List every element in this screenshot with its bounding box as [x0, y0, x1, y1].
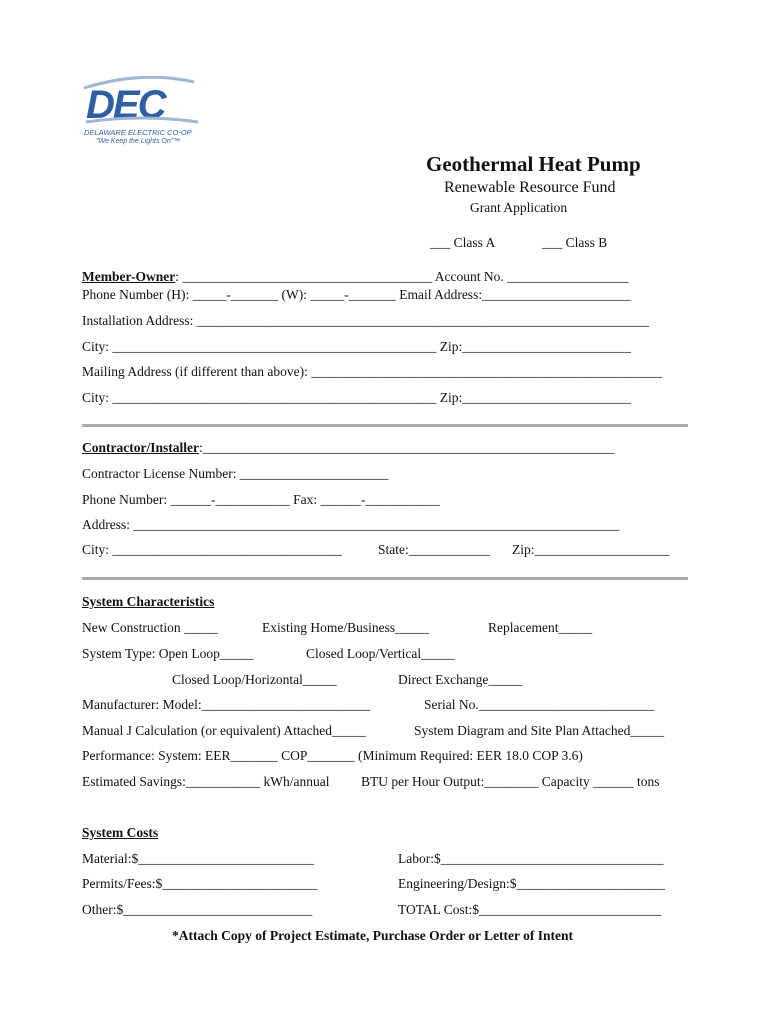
class-b-option[interactable]: ___ Class B	[542, 235, 608, 250]
system-type-open-loop[interactable]: System Type: Open Loop_____	[82, 646, 254, 661]
engineering-design-field[interactable]: Engineering/Design:$______________________	[398, 876, 665, 891]
logo-letters: DEC	[86, 83, 165, 127]
total-cost-field[interactable]: TOTAL Cost:$___________________________	[398, 902, 662, 917]
mailing-address-row[interactable]: Mailing Address (if different than above): ____________________________________________________	[82, 364, 663, 379]
contractor-city-field[interactable]: City: __________________________________	[82, 542, 342, 557]
system-characteristics-heading: System Characteristics	[82, 594, 215, 609]
member-owner-row	[82, 269, 629, 285]
contractor-phone-fax-row[interactable]: Phone Number: ______-___________ Fax: ______-___________	[82, 492, 440, 507]
manual-j-attached-field[interactable]: Manual J Calculation (or equivalent) Attached_____	[82, 723, 366, 738]
replacement-option[interactable]: Replacement_____	[488, 620, 593, 635]
permits-fees-field[interactable]: Permits/Fees:$_______________________	[82, 876, 318, 891]
contractor-address-row[interactable]: Address: ________________________________________________________________________	[82, 517, 620, 532]
contractor-state-field[interactable]: State:____________	[378, 542, 490, 557]
serial-number-field[interactable]: Serial No.__________________________	[424, 697, 655, 712]
contractor-row	[82, 440, 615, 456]
manufacturer-model-field[interactable]: Manufacturer: Model:_________________________	[82, 697, 371, 712]
performance-row[interactable]: Performance: System: EER_______ COP_______ (Minimum Required: EER 18.0 COP 3.6)	[82, 748, 583, 763]
form-title: Geothermal Heat Pump	[426, 152, 641, 176]
closed-loop-horizontal-option[interactable]: Closed Loop/Horizontal_____	[172, 672, 337, 687]
estimated-savings-field[interactable]: Estimated Savings:___________ kWh/annual	[82, 774, 330, 789]
closed-loop-vertical-option[interactable]: Closed Loop/Vertical_____	[306, 646, 455, 661]
member-phone-row[interactable]: Phone Number (H): _____-_______ (W): _____-_______ Email Address:______________________	[82, 287, 631, 302]
system-costs-heading: System Costs	[82, 825, 159, 840]
contractor-zip-field[interactable]: Zip:____________________	[512, 542, 670, 557]
contractor-license-row[interactable]: Contractor License Number: ______________________	[82, 466, 389, 481]
section-divider-1	[82, 424, 688, 427]
class-a-option[interactable]: ___ Class A	[430, 235, 496, 250]
mailing-city-zip-row[interactable]: City: ________________________________________________ Zip:_________________________	[82, 390, 632, 405]
member-city-zip-row[interactable]: City: ________________________________________________ Zip:_________________________	[82, 339, 632, 354]
installation-address-row[interactable]: Installation Address: ___________________________________________________________________	[82, 313, 649, 328]
direct-exchange-option[interactable]: Direct Exchange_____	[398, 672, 523, 687]
material-cost-field[interactable]: Material:$__________________________	[82, 851, 314, 866]
logo-org-name: DELAWARE ELECTRIC CO-OP	[84, 128, 192, 137]
member-owner-label: Member-Owner	[82, 269, 176, 284]
form-subtitle-2: Grant Application	[470, 200, 568, 215]
labor-cost-field[interactable]: Labor:$_________________________________	[398, 851, 664, 866]
form-subtitle: Renewable Resource Fund	[444, 179, 616, 196]
member-owner-field[interactable]: : _____________________________________ Account No. __________________	[175, 269, 629, 284]
system-diagram-attached-field[interactable]: System Diagram and Site Plan Attached_____	[414, 723, 665, 738]
logo-tagline: "We Keep the Lights On"™	[96, 138, 181, 145]
section-divider-2	[82, 577, 688, 580]
new-construction-option[interactable]: New Construction _____	[82, 620, 218, 635]
contractor-label: Contractor/Installer	[82, 440, 199, 455]
btu-capacity-field[interactable]: BTU per Hour Output:________ Capacity ______ tons	[361, 774, 660, 789]
existing-home-option[interactable]: Existing Home/Business_____	[262, 620, 429, 635]
other-cost-field[interactable]: Other:$____________________________	[82, 902, 313, 917]
attach-estimate-note: *Attach Copy of Project Estimate, Purchase Order or Letter of Intent	[172, 928, 574, 943]
dec-logo	[82, 76, 202, 156]
contractor-field[interactable]: :_____________________________________________________________	[198, 440, 615, 455]
